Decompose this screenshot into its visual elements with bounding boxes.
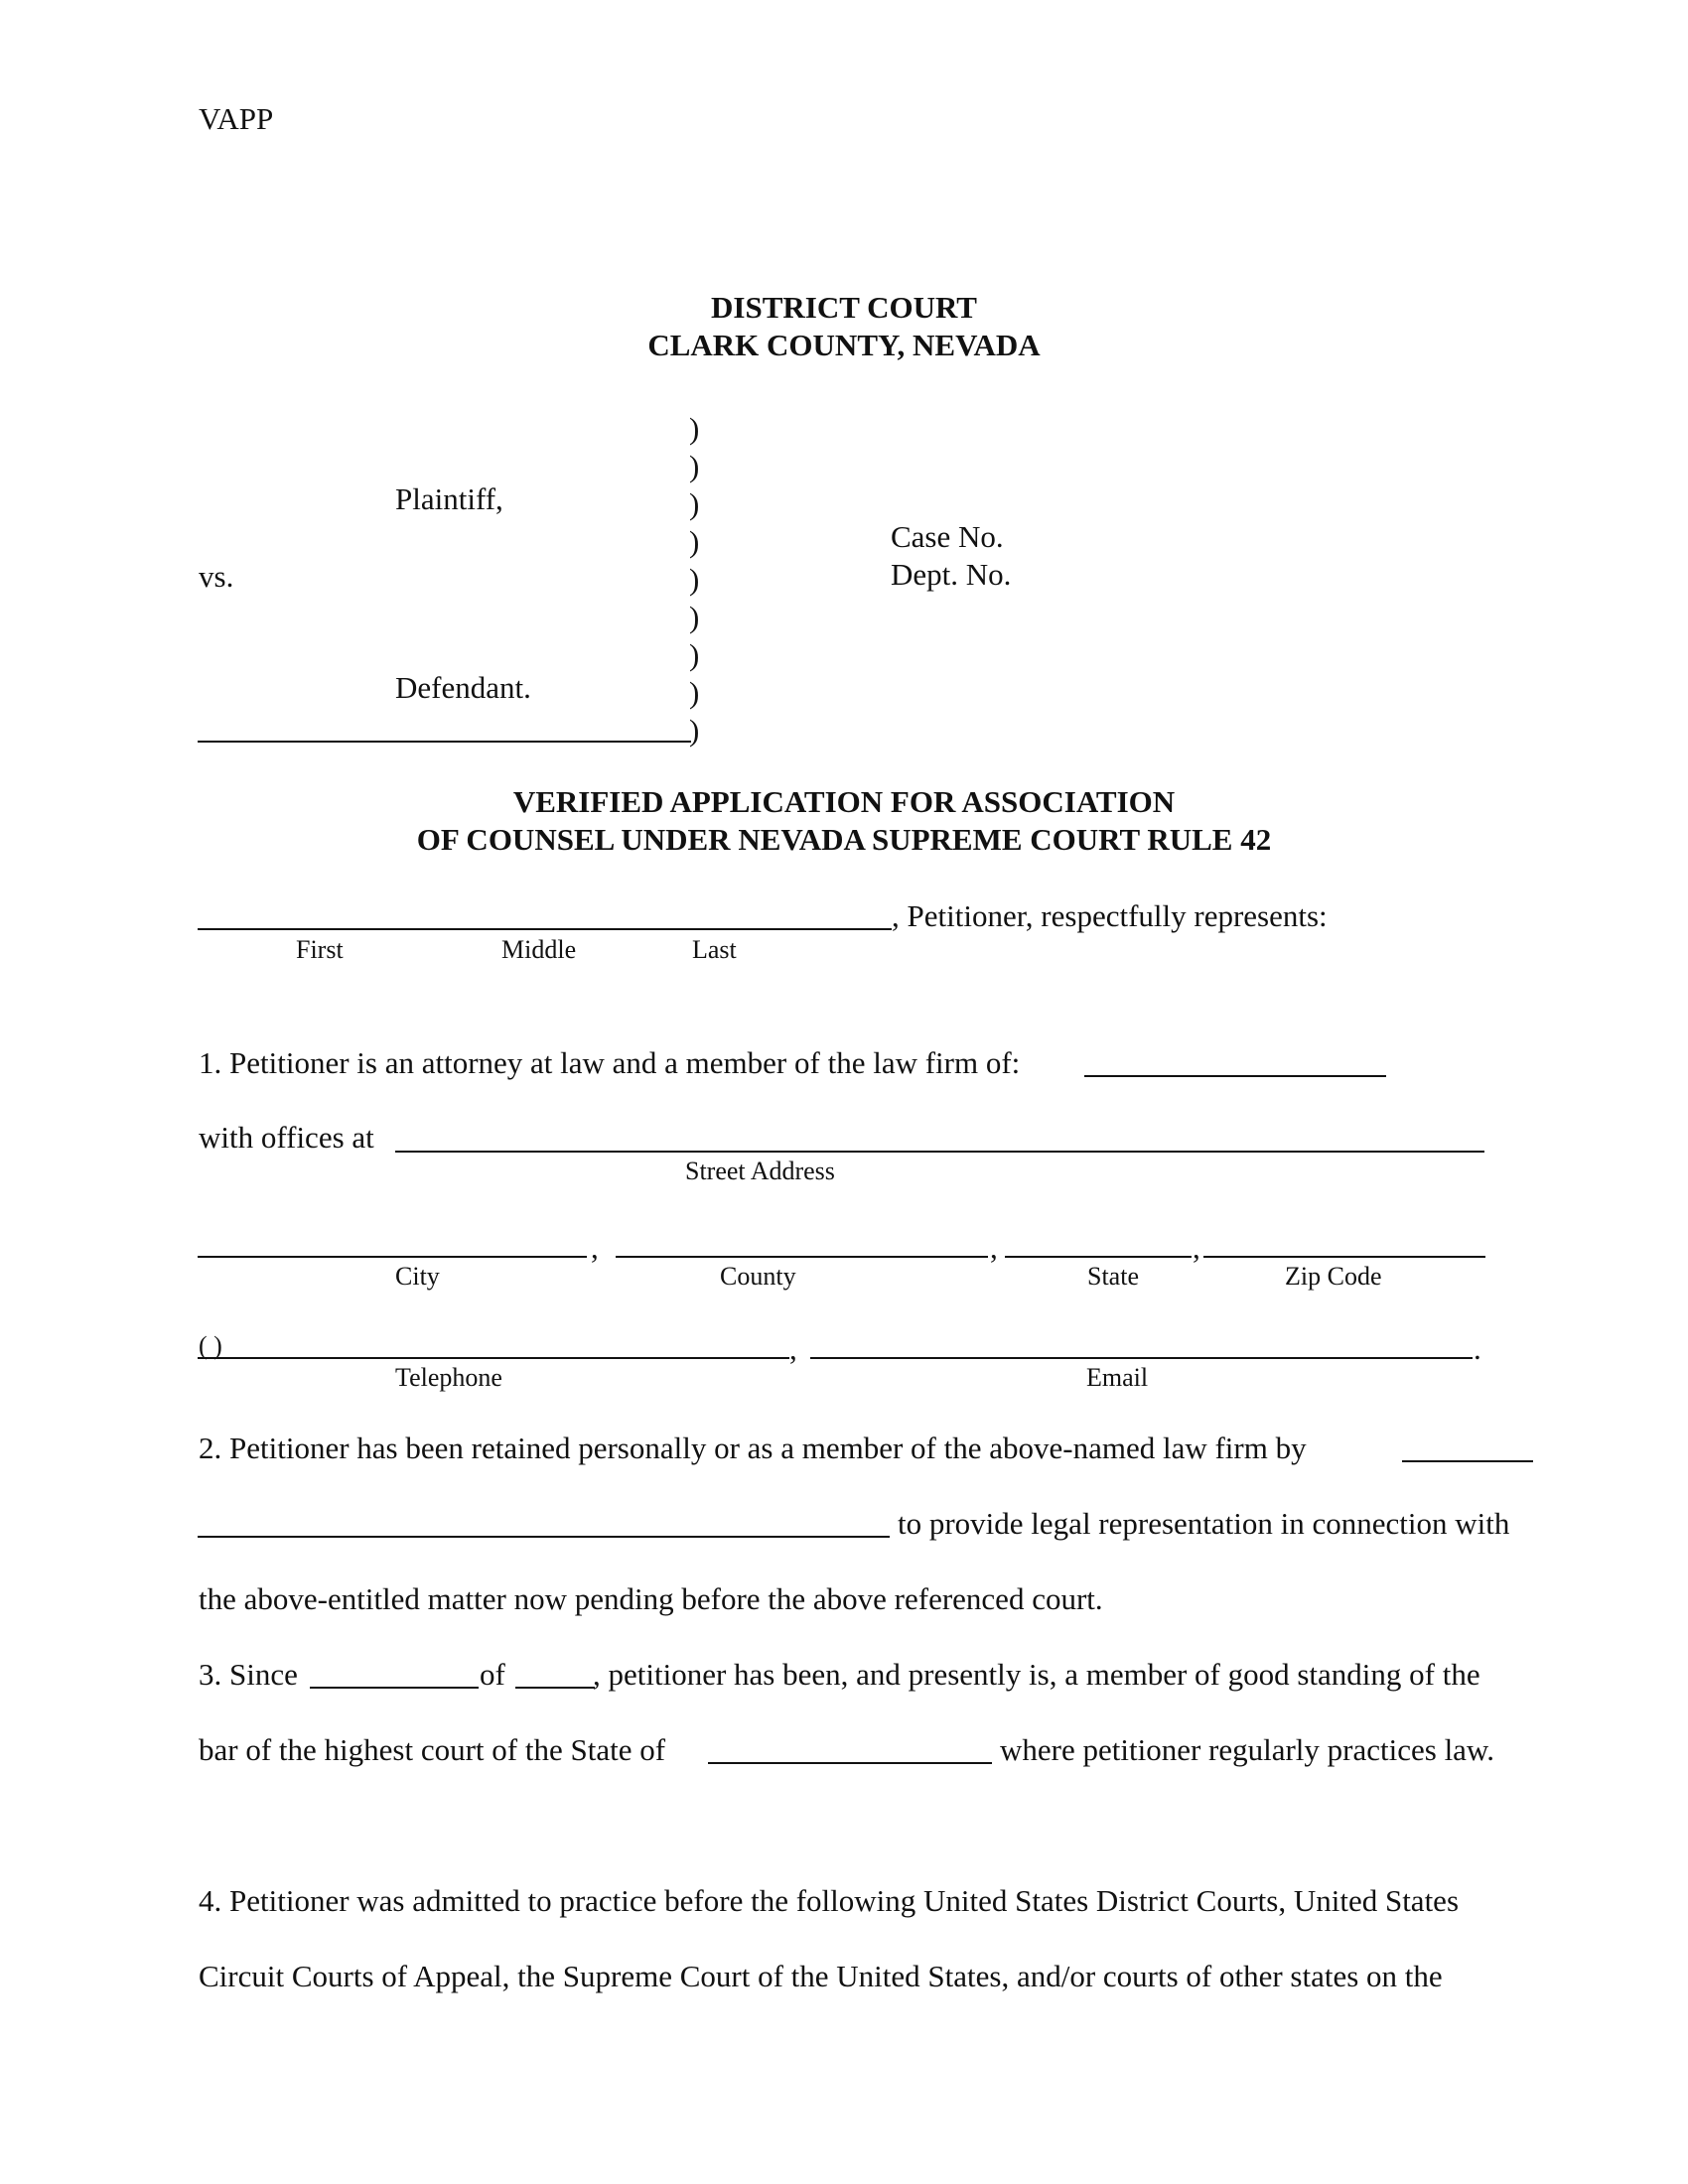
offices-label: with offices at xyxy=(199,1120,374,1155)
middle-name-label: Middle xyxy=(501,935,577,964)
dept-no-label: Dept. No. xyxy=(891,557,1012,592)
county-field[interactable] xyxy=(616,1256,988,1258)
email-field[interactable] xyxy=(810,1357,1473,1359)
para2-line1: 2. Petitioner has been retained personally or as a member of the above-named law firm by xyxy=(199,1431,1307,1465)
state-of-practice-field[interactable] xyxy=(708,1762,992,1764)
last-name-label: Last xyxy=(692,935,737,964)
para3-line2-end: where petitioner regularly practices law. xyxy=(1000,1732,1495,1767)
caption-paren: ) xyxy=(689,713,700,748)
para4-line2: Circuit Courts of Appeal, the Supreme Court of the United States, and/or courts of other states on the xyxy=(199,1959,1443,1993)
comma: , xyxy=(1193,1230,1200,1265)
email-label: Email xyxy=(1086,1363,1149,1392)
caption-paren: ) xyxy=(689,637,700,672)
caption-paren: ) xyxy=(689,449,700,483)
telephone-label: Telephone xyxy=(395,1363,502,1392)
para3-rest: , petitioner has been, and presently is, a member of good standing of the xyxy=(593,1657,1480,1692)
para3-since: 3. Since xyxy=(199,1657,298,1692)
vs-label: vs. xyxy=(199,559,234,594)
comma: , xyxy=(789,1331,797,1366)
comma: , xyxy=(990,1230,998,1265)
para2-line3: the above-entitled matter now pending before the above referenced court. xyxy=(199,1581,1103,1616)
period: . xyxy=(1474,1331,1481,1366)
city-label: City xyxy=(395,1262,440,1291)
first-name-label: First xyxy=(296,935,344,964)
court-name: DISTRICT COURT xyxy=(711,290,977,325)
document-title-line2: OF COUNSEL UNDER NEVADA SUPREME COURT RULE 42 xyxy=(416,822,1272,857)
caption-paren: ) xyxy=(689,675,700,710)
retained-by-field-continued[interactable] xyxy=(198,1536,890,1538)
street-address-label: Street Address xyxy=(685,1157,835,1185)
para4-line1: 4. Petitioner was admitted to practice before the following United States District Courts, United States xyxy=(199,1883,1460,1918)
street-address-field[interactable] xyxy=(395,1151,1484,1153)
defendant-label: Defendant. xyxy=(395,670,531,705)
retained-by-field[interactable] xyxy=(1402,1460,1533,1462)
area-code-parens: ( ) xyxy=(199,1331,222,1360)
case-no-label: Case No. xyxy=(891,519,1004,554)
para2-line2: to provide legal representation in connection with xyxy=(898,1506,1510,1541)
caption-paren: ) xyxy=(689,486,700,521)
telephone-field[interactable] xyxy=(198,1357,789,1359)
petitioner-name-field[interactable] xyxy=(198,928,892,930)
comma: , xyxy=(591,1230,599,1265)
caption-bottom-line xyxy=(198,741,691,743)
court-county: CLARK COUNTY, NEVADA xyxy=(647,328,1041,362)
caption-paren: ) xyxy=(689,562,700,597)
petitioner-represents-text: , Petitioner, respectfully represents: xyxy=(892,898,1328,933)
city-field[interactable] xyxy=(198,1256,587,1258)
law-firm-field[interactable] xyxy=(1084,1075,1386,1077)
para1-text: 1. Petitioner is an attorney at law and a member of the law firm of: xyxy=(199,1045,1021,1080)
form-code: VAPP xyxy=(199,101,274,136)
zip-code-field[interactable] xyxy=(1203,1256,1485,1258)
para3-of: of xyxy=(480,1657,505,1692)
document-title-line1: VERIFIED APPLICATION FOR ASSOCIATION xyxy=(512,784,1176,819)
zip-code-label: Zip Code xyxy=(1285,1262,1382,1291)
admission-month-field[interactable] xyxy=(310,1687,479,1689)
plaintiff-label: Plaintiff, xyxy=(395,481,503,516)
caption-paren: ) xyxy=(689,600,700,634)
county-label: County xyxy=(720,1262,796,1291)
caption-paren: ) xyxy=(689,524,700,559)
state-field[interactable] xyxy=(1005,1256,1192,1258)
admission-year-field[interactable] xyxy=(515,1687,595,1689)
para3-line2-start: bar of the highest court of the State of xyxy=(199,1732,666,1767)
state-label: State xyxy=(1087,1262,1139,1291)
caption-paren: ) xyxy=(689,411,700,446)
